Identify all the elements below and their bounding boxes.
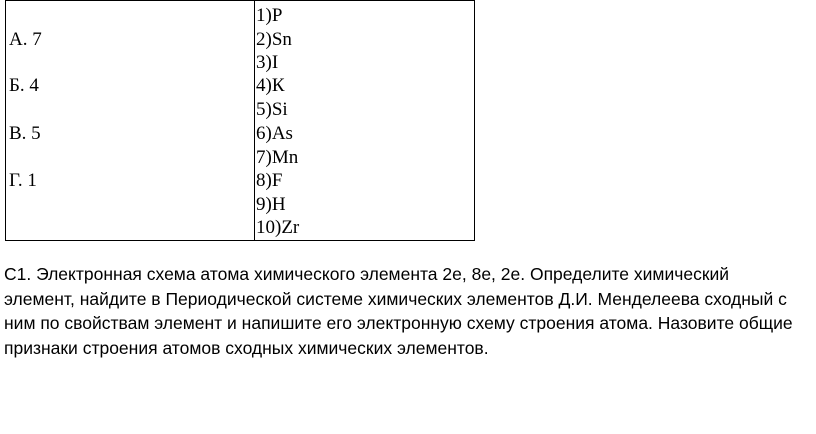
element-item-2: 2)Sn — [256, 29, 292, 50]
element-item-8: 8)F — [256, 170, 283, 191]
answer-option-b: Б. 4 — [9, 75, 39, 96]
answer-table — [5, 0, 475, 241]
element-item-6: 6)As — [256, 123, 293, 144]
column-divider — [254, 1, 255, 240]
element-item-3: 3)I — [256, 52, 279, 73]
element-item-4: 4)К — [256, 75, 285, 96]
element-item-7: 7)Mn — [256, 147, 299, 168]
element-item-10: 10)Zr — [256, 217, 300, 238]
answer-option-g: Г. 1 — [9, 170, 37, 191]
element-item-1: 1)Р — [256, 5, 283, 26]
element-item-9: 9)Н — [256, 194, 286, 215]
element-item-5: 5)Si — [256, 99, 288, 120]
answer-option-v: В. 5 — [9, 123, 41, 144]
answer-option-a: А. 7 — [9, 29, 42, 50]
question-c1-text: С1. Электронная схема атома химического элемента 2е, 8е, 2е. Определите химический элемент, найдите в Периодической системе химических элементов Д.И. Менделеева сходный с ним по свойствам элемент и напишите его электронную схему строения атома. Назовите общие признаки строения атомов сходных химических элементов. — [4, 264, 793, 358]
